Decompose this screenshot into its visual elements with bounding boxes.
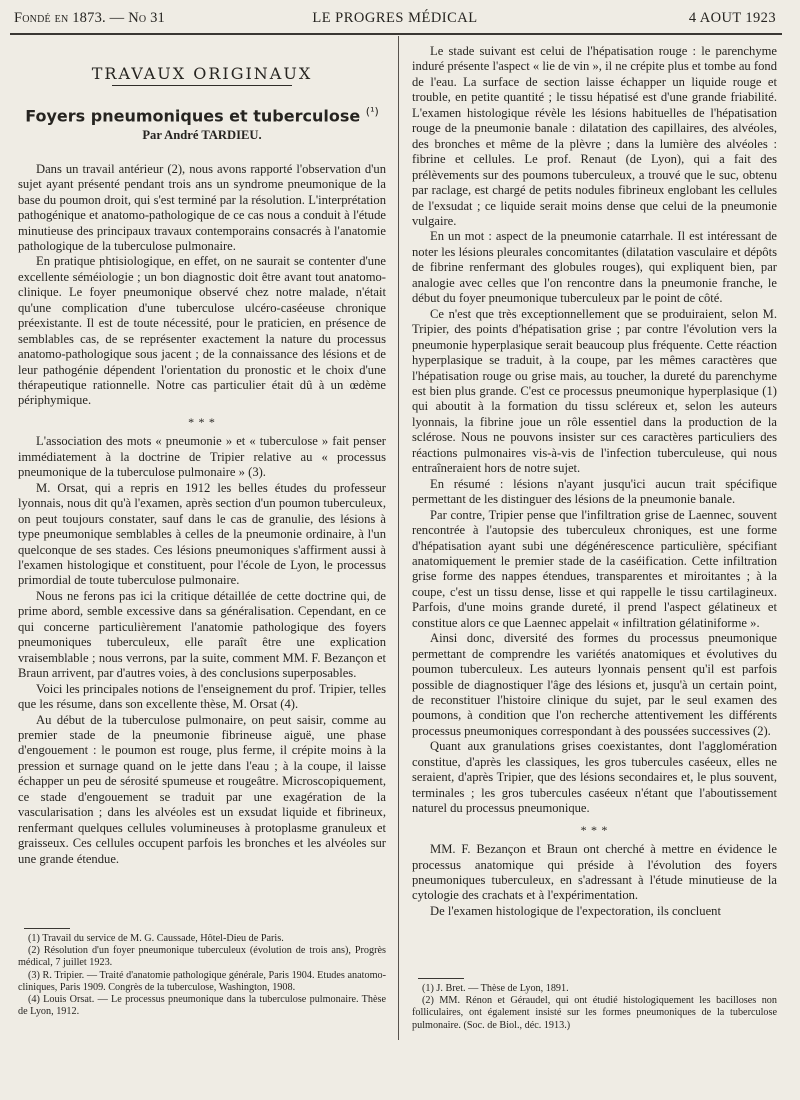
- section-separator-stars: * * *: [580, 822, 609, 837]
- column-divider: [398, 36, 399, 1040]
- footnote-rule: [418, 978, 464, 979]
- section-title: TRAVAUX ORIGINAUX: [91, 64, 313, 83]
- footnote: (1) J. Bret. — Thèse de Lyon, 1891.: [422, 983, 569, 994]
- running-head: [14, 10, 776, 34]
- paragraph: De l'examen histologique de l'expectoration, ils concluent: [430, 903, 721, 918]
- paragraph: Dans un travail antérieur (2), nous avons rapporté l'observation d'un sujet ayant présenté pendant trois ans un syndrome pneumonique de la base du poumon droit, qui s'est terminé par la résolution. L'interprétation pathogénique et anatomo-pathologique de ce cas nous a conduit à l'étude minutieuse des principaux travaux contemporains consacrés à l'anatomie pathologique de la tuberculose pulmonaire.: [18, 161, 386, 253]
- paragraph: En pratique phtisiologique, en effet, on ne saurait se contenter d'une excellente séméiologie ; un bon diagnostic doit être avant tout anatomo-clinique. Le foyer pneumonique observé chez notre malade, n'était qu'une complication d'une tuberculose ulcéro-caséeuse chronique préexistante. Il est de toute nécessité, pour le praticien, en présence de semblables cas, de se représenter exactement la nature du processus anatomo-pathologique sous jacent ; de la connaissance des lésions et de leur pathogénie dépendent l'orientation du pronostic et le choix d'une thérapeutique rationnelle. Notre cas particulier était dû à un œdème périphymique.: [18, 254, 386, 408]
- paragraph: En un mot : aspect de la pneumonie catarrhale. Il est intéressant de noter les lésions pleurales concomitantes (dilatation vasculaire et dépôts de fibrine renfermant des globules rouges), qui expliquent bien, par analogie avec celles que l'on rencontre dans la pneumonie franche, le début du foyer pneumonique tuberculeux par le point de côté.: [412, 229, 777, 306]
- paragraph: Quant aux granulations grises coexistantes, dont l'agglomération constitue, d'après les classiques, les gros tubercules caséeux, elles ne seraient, d'après Tripier, que des lésions secondaires et, le plus souvent, terminales ; les gros tubercules caséeux n'étant que l'aboutissement naturel du processus pneumonique.: [412, 739, 777, 816]
- journal-title: LE PROGRES MÉDICAL: [312, 10, 478, 26]
- left-footnotes: [18, 928, 386, 1018]
- title-note-ref: (¹): [365, 105, 379, 119]
- footnote-rule: [24, 928, 70, 929]
- paragraph: Ainsi donc, diversité des formes du processus pneumonique permettant de comprendre les variétés anatomiques et évolutives du poumon tuberculeux. Les auteurs lyonnais pensent qu'il est parfois possible de diagnostiquer l'âge des lésions et, jusqu'à un certain point, de reconstituer l'histoire clinique du sujet, par le seul examen des poumons, à condition que l'on recherche attentivement les différents processus pneumoniques correspondant à des poussées successives (2).: [412, 631, 777, 738]
- article-byline: Par André TARDIEU.: [142, 128, 262, 143]
- footnote: (1) Travail du service de M. G. Caussade, Hôtel-Dieu de Paris.: [28, 933, 284, 944]
- paragraph: Par contre, Tripier pense que l'infiltration grise de Laennec, souvent rencontrée à l'autopsie des tuberculeux chroniques, est une forme d'hépatisation ayant subi une dégénérescence particulière, spécifiant anatomiquement le premier stade de la caséification. Cette infiltration grise forme des nappes étendues, transparentes et miroitantes ; à la coupe, c'est un tissu dense, lisse et qui rappelle le tissu cartilagineux. Parfois, d'une moins grande dureté, il prend l'aspect gélatineux et constitue alors ce que Laennec appelait « infiltration gélatiniforme ».: [412, 507, 777, 630]
- paragraph: M. Orsat, qui a repris en 1912 les belles études du professeur lyonnais, nous dit qu'à l'examen, après section d'un poumon tuberculeux, on peut toujours constater, sauf dans le cas de granulie, des lésions à type pneumonique semblables à celles de la pneumonie ordinaire, à l'un quelconque de ses stades. Ces lésions pneumoniques s'affirment aussi à l'examen histologique et constituent, pour l'école de Lyon, le processus primordial de toute tuberculose pulmonaire.: [18, 480, 386, 588]
- paragraph: Voici les principales notions de l'enseignement du prof. Tripier, telles que les résume, dans son excellente thèse, M. Orsat (4).: [18, 681, 386, 712]
- right-footnotes: [412, 978, 777, 1032]
- article-title-text: Foyers pneumoniques et tuberculose: [25, 106, 361, 126]
- right-column: [412, 44, 777, 919]
- article-title: [18, 104, 386, 124]
- header-founded: Fondé en 1873. — No 31: [14, 10, 166, 26]
- paragraph: Le stade suivant est celui de l'hépatisation rouge : le parenchyme induré présente l'aspect « lie de vin », il ne crépite plus et tombe au fond de l'eau. La surface de section laisse échapper un liquide rouge et trouble, en petite quantité ; le tissu hépatisé est d'une grande friabilité. L'examen histologique révèle les lésions habituelles de l'hépatisation rouge de la pneumonie banale : dilatation des capillaires, des alvéoles, des bronches et même de la plèvre ; dans la lumière des alvéoles : fibrine et cellules. Le prof. Renaut (de Lyon), qui a fait des prélèvements sur des poumons tuberculeux, a trouvé que le suc, obtenu par raclage, est chargé de petits nodules fibrineux englobant les cellules de l'exsudat ; ce liquide serait moins dense que celui de la pneumonie vulgaire.: [412, 44, 777, 228]
- paragraph: L'association des mots « pneumonie » et « tuberculose » fait penser immédiatement à la doctrine de Tripier relative au « processus pneumonique de la tuberculose pulmonaire » (3).: [18, 434, 386, 480]
- footnote: (2) Résolution d'un foyer pneumonique tuberculeux (évolution de trois ans), Progrès médical, 7 juillet 1923.: [18, 945, 386, 969]
- issue-date: 4 AOUT 1923: [688, 10, 776, 26]
- paragraph: Nous ne ferons pas ici la critique détaillée de cette doctrine qui, de prime abord, semble excessive dans sa généralisation. Cependant, en ce qui concerne particulièrement l'anatomie pathologique des foyers pneumoniques tuberculeux, elle paraît être une explication vraisemblable ; nous verrons, par la suite, comment MM. F. Bezançon et Braun arrivent, par d'autres voies, à des conclusions superposables.: [18, 588, 386, 681]
- paragraph: Au début de la tuberculose pulmonaire, on peut saisir, comme au premier stade de la pneumonie fibrineuse aiguë, une phase d'engouement : le poumon est rouge, plus ferme, il crépite moins à la pression et surnage quand on le jette dans l'eau ; à la coupe, il laisse échapper un peu de sérosité spumeuse et rougeâtre. Microscopiquement, ce stade d'engouement se traduit par une exagération de la vascularisation ; dans les alvéoles est un exsudat liquide et fibrineux, renfermant quelques cellules volumineuses à protoplasme granuleux et graisseux. Ces cellules occupent parfois les bronches et les alvéoles sur une grande étendue.: [18, 712, 386, 866]
- footnote: (3) R. Tripier. — Traité d'anatomie pathologique générale, Paris 1904. Etudes anatomo-cliniques, Paris 1909. Congrès de la tuberculose, Washington, 1908.: [18, 969, 386, 993]
- paragraph: MM. F. Bezançon et Braun ont cherché à mettre en évidence le processus anatomique qui préside à l'évolution des foyers pneumoniques tuberculeux, en s'adressant à l'étude minutieuse de la cytologie des crachats et à l'expérimentation.: [412, 842, 777, 903]
- section-rule: [112, 85, 292, 86]
- left-column: [18, 44, 386, 867]
- footnote: (2) MM. Rénon et Géraudel, qui ont étudié histologiquement les bacilloses non folliculaires, ont également insisté sur les formes pneumoniques de la tuberculose pulmonaire. (Soc. de Biol., déc. 1913.): [412, 995, 777, 1031]
- header-rule: [10, 33, 782, 35]
- section-separator-stars: * * *: [188, 414, 216, 429]
- footnote: (4) Louis Orsat. — Le processus pneumonique dans la tuberculose pulmonaire. Thèse de Lyon, 1912.: [18, 994, 386, 1018]
- paragraph: Ce n'est que très exceptionnellement que se produiraient, selon M. Tripier, des points d'hépatisation grise ; par contre l'évolution vers la pneumonie hyperplasique serait beaucoup plus fréquente. Cette réaction hyperplasique se traduit, à la coupe, par les mêmes caractères que l'hépatisation rouge ou grise mais, au toucher, la dureté du parenchyme est bien plus grande. C'est ce processus pneumonique hyperplasique (1) qui aboutit à la formation du tissu scléreux et, selon les auteurs lyonnais, la fibrine joue un rôle essentiel dans la production de la sclérose. Nous ne pouvons insister sur ces caractères particuliers des réactions pulmonaires vis-à-vis de l'infection tuberculeuse, qui nous entraîneraient hors de notre sujet.: [412, 306, 777, 476]
- paragraph: En résumé : lésions n'ayant jusqu'ici aucun trait spécifique permettant de les distinguer des lésions de la pneumonie banale.: [412, 476, 777, 507]
